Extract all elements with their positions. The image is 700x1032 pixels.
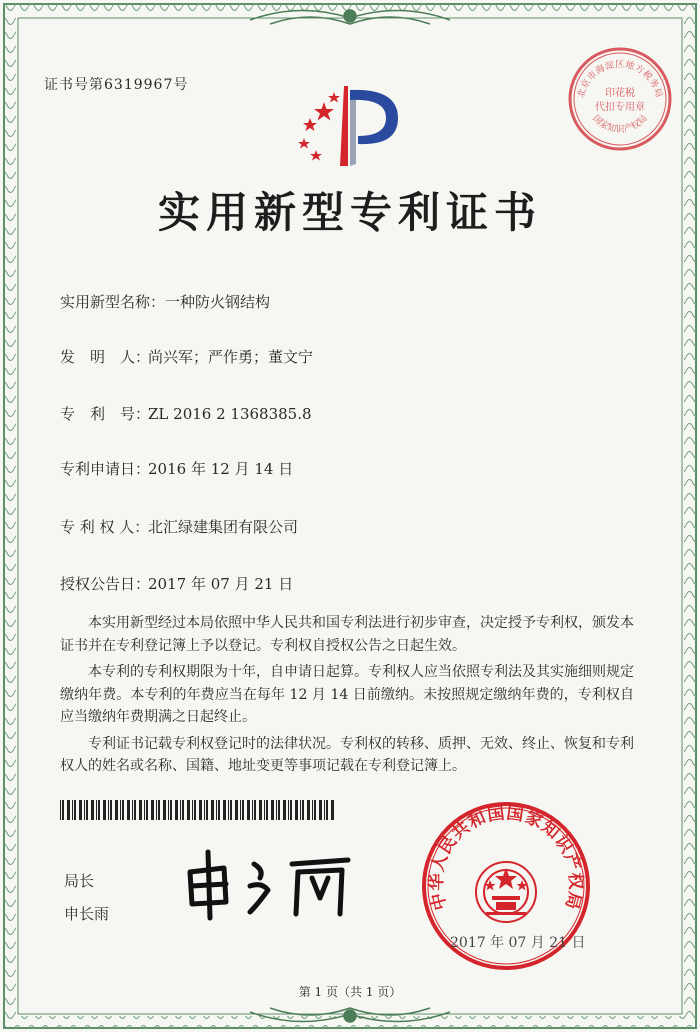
field-label: 专 利 号： (60, 405, 151, 423)
field-value: 一种防火钢结构 (165, 293, 271, 311)
certificate-number-label: 证书号第 (44, 77, 104, 93)
stamp-bottom-text: 国家知识产权局 (590, 113, 650, 136)
field-value: 2017 年 07 月 21 日 (148, 575, 294, 593)
stamp-line-1: 印花税 (605, 88, 635, 99)
issue-date: 2017 年 07 月 21 日 (450, 935, 586, 951)
logo-blue-p (350, 90, 398, 144)
field-label: 授权公告日： (60, 575, 151, 593)
director-name: 申长雨 (64, 905, 110, 923)
certificate-number-value: 6319967 (104, 77, 174, 93)
field-label: 专 利 权 人： (60, 518, 150, 536)
certificate-body (60, 612, 634, 782)
stamp-line-2: 代扣专用章 (595, 102, 645, 113)
stamp-outer-text: 北京市海淀区地方税务局 (576, 60, 664, 100)
certificate-title: 实用新型专利证书 (157, 188, 542, 237)
bottom-ornament (250, 1008, 450, 1022)
director-title: 局长 (64, 872, 95, 890)
field-value: 北汇绿建集团有限公司 (148, 518, 299, 536)
barcode (60, 800, 336, 820)
tax-stamp (567, 46, 673, 152)
field-value: ZL 2016 2 1368385.8 (148, 405, 312, 423)
field-value: 尚兴军；严作勇；董文宁 (148, 348, 314, 366)
top-ornament (250, 10, 450, 24)
patent-office-logo (286, 78, 410, 170)
logo-red-stroke (340, 86, 348, 166)
field-label: 发 明 人： (60, 348, 151, 366)
field-patent-number (60, 403, 312, 424)
field-patentee (60, 516, 298, 537)
field-announcement-date (60, 573, 293, 594)
svg-text:国家知识产权局 (590, 113, 649, 135)
field-label: 专利申请日： (60, 460, 151, 478)
field-inventor (60, 346, 313, 367)
page-indicator: 第 1 页（共 1 页） (298, 985, 402, 999)
field-filing-date (60, 458, 293, 479)
body-paragraph: 专利证书记载专利权登记时的法律状况。专利权的转移、质押、无效、终止、恢复和专利权人的姓名或名称、国籍、地址变更等事项记载在专利登记簿上。 (60, 735, 634, 774)
seal-text: 中华人民共和国国家知识产权局 (426, 803, 586, 913)
field-label: 实用新型名称： (60, 293, 166, 311)
star-icons (298, 92, 340, 161)
certificate-number (44, 74, 188, 94)
field-value: 2016 年 12 月 14 日 (148, 460, 294, 478)
body-paragraph: 本专利的专利权期限为十年，自申请日起算。专利权人应当依照专利法及其实施细则规定缴纳年费。本专利的年费应当在每年 12 月 14 日前缴纳。未按照规定缴纳年费的，专利权自应当缴纳年费期满之日起终止。 (60, 664, 634, 725)
field-utility-model-name (60, 291, 270, 312)
certificate-number-suffix: 号 (173, 77, 189, 93)
director-signature (180, 842, 360, 922)
body-paragraph: 本实用新型经过本局依照中华人民共和国专利法进行初步审查，决定授予专利权，颁发本证书并在专利登记簿上予以登记。专利权自授权公告之日起生效。 (60, 615, 634, 654)
